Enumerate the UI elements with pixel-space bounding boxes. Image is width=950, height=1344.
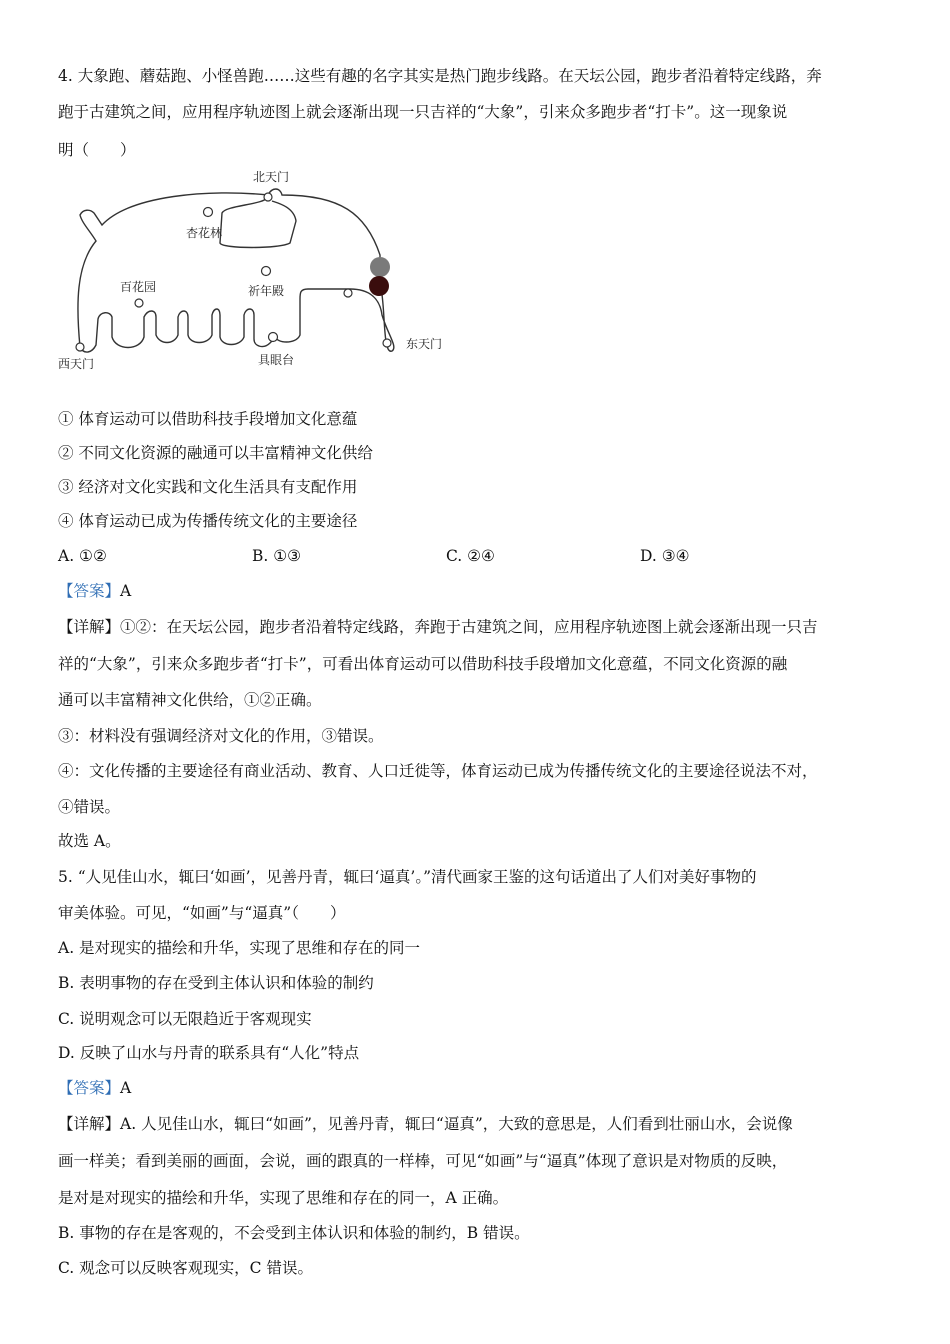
prayer-hall-marker [262,267,271,276]
q4-detail-line: 通可以丰富精神文化供给，①②正确。 [58,691,322,709]
q4-detail-line: 祥的“大象”，引来众多跑步者“打卡”，可看出体育运动可以借助科技手段增加文化意蕴，不同文化资源的融 [58,655,788,673]
detail-text: ①②：在天坛公园，跑步者沿着特定线路，奔跑于古建筑之间，应用程序轨迹图上就会逐渐出现一只吉 [120,618,818,636]
answer-value: A [120,582,132,600]
map-label-hundred-flower-garden: 百花园 [120,280,157,294]
q4-detail-line: ④错误。 [58,798,121,816]
q4-detail-line: ④：文化传播的主要途径有商业活动、教育、人口迁徙等，体育运动已成为传播传统文化的主要途径说法不对， [58,762,818,780]
q4-stem-line: 明（ ） [58,141,136,159]
north-gate-marker [264,193,272,201]
apricot-grove-marker [204,208,213,217]
east-gate-marker [383,339,391,347]
q5-stem-line: 审美体验。可见，“如画”与“逼真”（ ） [58,904,346,922]
detail-tag: 【详解】 [58,618,121,636]
q5-detail-line [58,1113,888,1135]
q4-detail-line: ③：材料没有强调经济对文化的作用，③错误。 [58,727,384,745]
q4-option-b: B. ①③ [252,547,302,565]
q5-option-c: C. 说明观念可以无限趋近于客观现实 [58,1010,312,1028]
elephant-eye-dark-dot [369,276,389,296]
answer-tag: 【答案】 [58,582,121,600]
west-gate-marker [76,343,84,351]
q5-detail-line: B. 事物的存在是客观的，不会受到主体认识和体验的制约，B 错误。 [58,1224,530,1242]
elephant-eye-grey-dot [370,257,390,277]
q5-detail-line: 画一样美；看到美丽的画面，会说，画的跟真的一样棒，可见“如画”与“逼真”体现了意识是对物质的反映， [58,1152,788,1170]
map-label-prayer-hall: 祈年殿 [248,284,285,298]
q4-stem-line: 4. 大象跑、蘑菇跑、小怪兽跑……这些有趣的名字其实是热门跑步线路。在天坛公园，跑步者沿着特定线路，奔 [58,67,822,85]
echo-platform-marker [269,333,278,342]
q4-statement: ② 不同文化资源的融通可以丰富精神文化供给 [58,444,373,462]
q4-statement: ④ 体育运动已成为传播传统文化的主要途径 [58,512,358,530]
route-junction-marker [344,289,352,297]
q5-detail-line: 是对是对现实的描绘和升华，实现了思维和存在的同一，A 正确。 [58,1189,509,1207]
map-label-apricot-grove: 杏花林 [186,226,223,240]
q5-stem-line: 5. “人见佳山水，辄曰‘如画’，见善丹青，辄曰‘逼真’。”清代画家王鉴的这句话道出了人们对美好事物的 [58,868,757,886]
q4-answer [58,580,888,602]
detail-tag: 【详解】 [58,1115,121,1133]
detail-text: A. 人见佳山水，辄曰“如画”，见善丹青，辄曰“逼真”，大致的意思是，人们看到壮丽山水，会说像 [120,1115,793,1133]
q4-option-a: A. ①② [58,547,107,565]
q5-option-b: B. 表明事物的存在受到主体认识和体验的制约 [58,974,374,992]
map-label-west-gate: 西天门 [58,357,95,371]
answer-tag: 【答案】 [58,1079,121,1097]
q4-option-d: D. ③④ [640,547,690,565]
q4-stem-line: 跑于古建筑之间，应用程序轨迹图上就会逐渐出现一只吉祥的“大象”，引来众多跑步者“打卡”。这一现象说 [58,103,788,121]
map-label-north-gate: 北天门 [253,170,290,184]
q5-option-d: D. 反映了山水与丹青的联系具有“人化”特点 [58,1044,360,1062]
map-label-east-gate: 东天门 [406,337,443,351]
q4-statement: ③ 经济对文化实践和文化生活具有支配作用 [58,478,358,496]
q4-detail-line: 故选 A。 [58,832,121,850]
q5-answer [58,1077,888,1099]
q4-option-c: C. ②④ [446,547,495,565]
answer-value: A [120,1079,132,1097]
hundred-flower-garden-marker [135,299,143,307]
elephant-route-map [50,165,460,380]
q5-option-a: A. 是对现实的描绘和升华，实现了思维和存在的同一 [58,939,421,957]
q5-detail-line: C. 观念可以反映客观现实，C 错误。 [58,1259,313,1277]
q4-statement: ① 体育运动可以借助科技手段增加文化意蕴 [58,410,358,428]
route-path [78,189,394,352]
map-label-echo-platform: 具眼台 [258,353,295,367]
route-inner-loop [220,197,296,248]
q4-detail-line [58,616,888,638]
